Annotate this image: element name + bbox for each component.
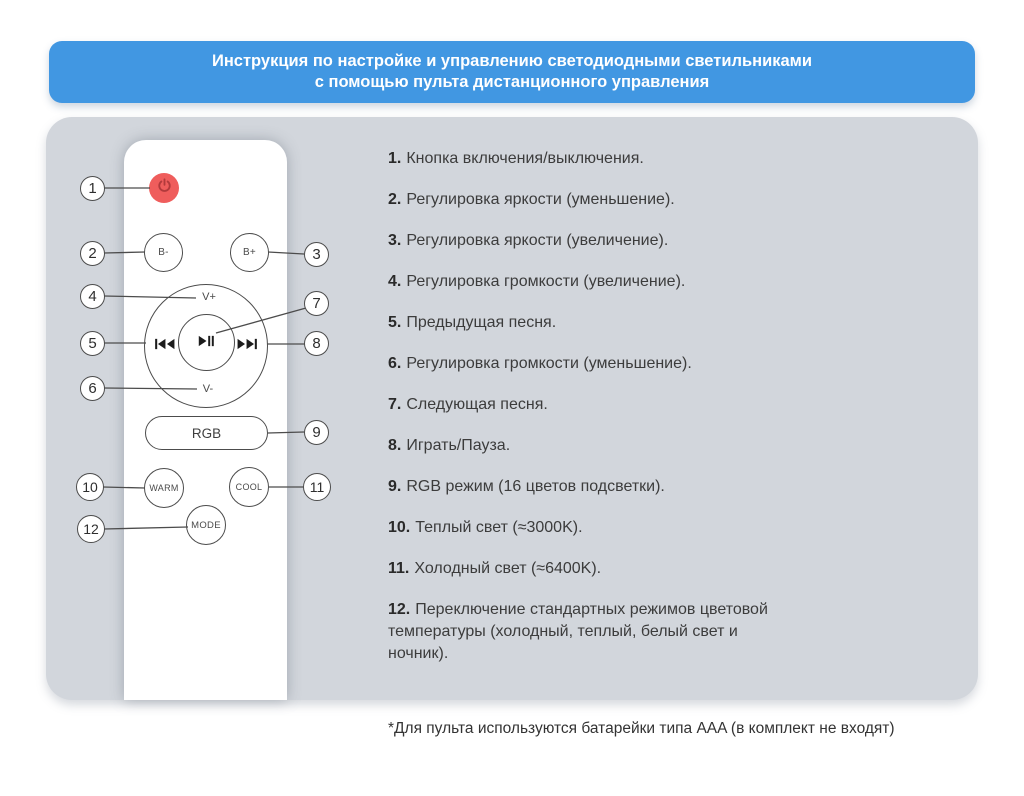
play-pause-button: [178, 314, 235, 371]
power-button: [149, 173, 179, 203]
instruction-item: 11. Холодный свет (≈6400K).: [388, 560, 602, 577]
callout-11: 11: [303, 473, 331, 501]
callout-1: 1: [80, 176, 105, 201]
callout-10: 10: [76, 473, 104, 501]
cool-label: COOL: [235, 482, 263, 492]
callout-7: 7: [304, 291, 329, 316]
warm-button: [144, 468, 184, 508]
instruction-item: 2. Регулировка яркости (уменьшение).: [388, 191, 675, 208]
play-pause-icon: [197, 334, 216, 352]
callout-2: 2: [80, 241, 105, 266]
instruction-item: 9. RGB режим (16 цветов подсветки).: [388, 478, 665, 495]
instruction-item: 6. Регулировка громкости (уменьшение).: [388, 355, 692, 372]
instruction-item: 3. Регулировка яркости (увеличение).: [388, 232, 669, 249]
instruction-item: 10. Теплый свет (≈3000K).: [388, 519, 583, 536]
callout-6: 6: [80, 376, 105, 401]
instruction-list: [388, 148, 953, 684]
brightness-down-label: B-: [158, 247, 169, 258]
mode-label: MODE: [191, 519, 221, 531]
battery-footnote: *Для пульта используются батарейки типа AAA (в комплект не входят): [388, 720, 895, 737]
rgb-button: [145, 416, 268, 450]
instruction-item: 12. Переключение стандартных режимов цветовой температуры (холодный, теплый, белый свет и ночник).: [388, 601, 768, 662]
brightness-up-button: [230, 233, 269, 272]
callout-8: 8: [304, 331, 329, 356]
callout-9: 9: [304, 420, 329, 445]
instruction-item: 4. Регулировка громкости (увеличение).: [388, 273, 686, 290]
next-track-icon: [235, 337, 259, 350]
title-line-1: Инструкция по настройке и управлению светодиодными светильниками: [211, 52, 813, 70]
instruction-item: 5. Предыдущая песня.: [388, 314, 557, 331]
callout-5: 5: [80, 331, 105, 356]
instruction-item: 8. Играть/Пауза.: [388, 437, 511, 454]
mode-button: [186, 505, 226, 545]
warm-label: WARM: [149, 483, 179, 493]
power-icon: [156, 177, 173, 199]
callout-4: 4: [80, 284, 105, 309]
brightness-down-button: [144, 233, 183, 272]
remote-control-illustration: [124, 140, 287, 700]
callout-12: 12: [77, 515, 105, 543]
cool-button: [229, 467, 269, 507]
volume-up-label: V+: [202, 291, 216, 303]
title-banner: [49, 41, 975, 103]
brightness-up-label: B+: [242, 247, 257, 258]
title-line-2: с помощью пульта дистанционного управления: [314, 73, 710, 91]
instruction-item: 7. Следующая песня.: [388, 396, 548, 413]
instruction-item: 1. Кнопка включения/выключения.: [388, 150, 644, 167]
callout-3: 3: [304, 242, 329, 267]
volume-down-label: V-: [202, 383, 214, 395]
previous-track-icon: [153, 337, 177, 350]
rgb-label: RGB: [191, 425, 222, 441]
